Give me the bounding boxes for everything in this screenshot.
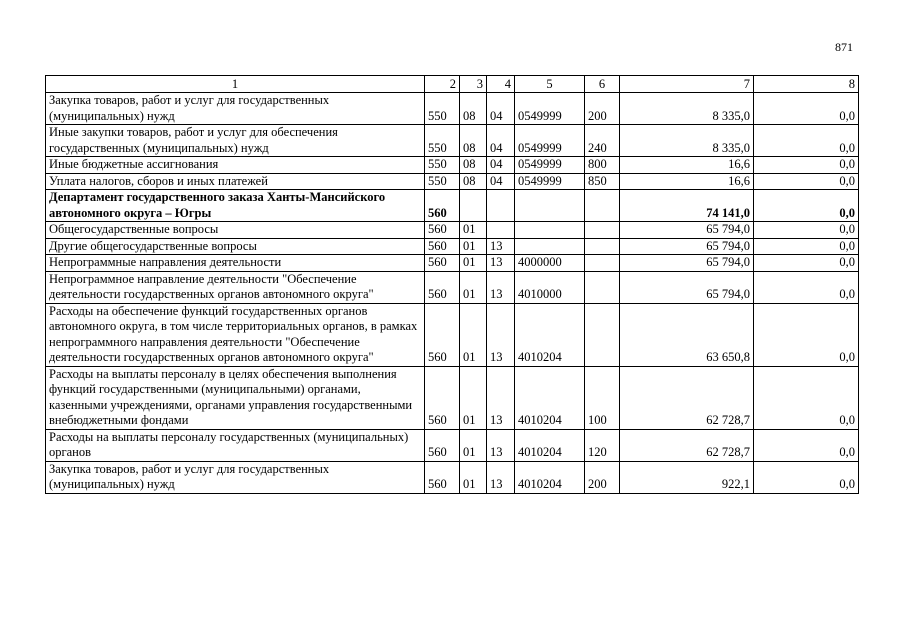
header-cell: 6 [585, 76, 620, 93]
row-target-article-cell: 4010000 [515, 271, 585, 303]
row-subsection-cell: 13 [487, 255, 515, 272]
row-name-cell: Расходы на выплаты персоналу государственных (муниципальных) органов [46, 429, 425, 461]
row-name-cell: Иные бюджетные ассигнования [46, 157, 425, 174]
row-amount-cell: 62 728,7 [620, 429, 754, 461]
row-amount-cell: 65 794,0 [620, 271, 754, 303]
row-expense-type-cell: 850 [585, 173, 620, 190]
header-cell: 5 [515, 76, 585, 93]
row-amount-cell: 16,6 [620, 157, 754, 174]
table-row [46, 93, 859, 125]
table-row [46, 157, 859, 174]
row-target-article-cell: 0549999 [515, 157, 585, 174]
row-expense-type-cell: 800 [585, 157, 620, 174]
row-section-cell: 08 [460, 125, 487, 157]
row-admin-code-cell: 560 [425, 429, 460, 461]
row-subsection-cell: 04 [487, 157, 515, 174]
row-name-cell: Непрограммные направления деятельности [46, 255, 425, 272]
row-amount-cell: 922,1 [620, 461, 754, 493]
row-admin-code-cell: 560 [425, 238, 460, 255]
row-expense-type-cell [585, 303, 620, 366]
row-section-cell [460, 190, 487, 222]
header-cell: 1 [46, 76, 425, 93]
row-amount-cell: 62 728,7 [620, 366, 754, 429]
row-subvention-cell: 0,0 [754, 303, 859, 366]
row-amount-cell: 63 650,8 [620, 303, 754, 366]
row-subsection-cell: 13 [487, 366, 515, 429]
row-section-cell: 01 [460, 271, 487, 303]
row-subsection-cell [487, 222, 515, 239]
row-expense-type-cell: 240 [585, 125, 620, 157]
table-row [46, 461, 859, 493]
table-row [46, 271, 859, 303]
row-name-cell: Общегосударственные вопросы [46, 222, 425, 239]
row-subsection-cell: 04 [487, 173, 515, 190]
row-expense-type-cell [585, 271, 620, 303]
row-subsection-cell: 13 [487, 303, 515, 366]
row-subvention-cell: 0,0 [754, 190, 859, 222]
row-admin-code-cell: 550 [425, 93, 460, 125]
row-admin-code-cell: 550 [425, 157, 460, 174]
row-subvention-cell: 0,0 [754, 93, 859, 125]
row-subvention-cell: 0,0 [754, 429, 859, 461]
row-section-cell: 01 [460, 461, 487, 493]
row-section-cell: 01 [460, 255, 487, 272]
row-target-article-cell: 4010204 [515, 461, 585, 493]
row-expense-type-cell: 120 [585, 429, 620, 461]
row-subsection-cell [487, 190, 515, 222]
row-subsection-cell: 13 [487, 238, 515, 255]
row-name-cell: Закупка товаров, работ и услуг для государственных (муниципальных) нужд [46, 461, 425, 493]
row-admin-code-cell: 550 [425, 125, 460, 157]
row-subvention-cell: 0,0 [754, 461, 859, 493]
row-name-cell: Расходы на выплаты персоналу в целях обеспечения выполнения функций государственными (муниципальными) органами, казенными учреждениями, органами управления государственными внебюджетными фондами [46, 366, 425, 429]
row-subvention-cell: 0,0 [754, 271, 859, 303]
row-name-cell: Уплата налогов, сборов и иных платежей [46, 173, 425, 190]
row-amount-cell: 65 794,0 [620, 255, 754, 272]
row-subvention-cell: 0,0 [754, 238, 859, 255]
row-name-cell: Расходы на обеспечение функций государственных органов автономного округа, в том числе территориальных органов, в рамках непрограммного направления деятельности "Обеспечение деятельности государственных органов автономного округа" [46, 303, 425, 366]
row-amount-cell: 65 794,0 [620, 222, 754, 239]
row-subsection-cell: 13 [487, 271, 515, 303]
row-name-cell: Иные закупки товаров, работ и услуг для обеспечения государственных (муниципальных) нужд [46, 125, 425, 157]
row-amount-cell: 74 141,0 [620, 190, 754, 222]
row-admin-code-cell: 560 [425, 366, 460, 429]
row-name-cell: Непрограммное направление деятельности "Обеспечение деятельности государственных органов автономного округа" [46, 271, 425, 303]
table-row [46, 125, 859, 157]
page-number: 871 [835, 40, 853, 54]
row-name-cell: Департамент государственного заказа Ханты-Мансийского автономного округа – Югры [46, 190, 425, 222]
header-cell: 2 [425, 76, 460, 93]
row-section-cell: 01 [460, 303, 487, 366]
row-target-article-cell [515, 190, 585, 222]
row-subvention-cell: 0,0 [754, 255, 859, 272]
row-target-article-cell [515, 222, 585, 239]
row-target-article-cell: 0549999 [515, 125, 585, 157]
row-section-cell: 01 [460, 238, 487, 255]
row-subvention-cell: 0,0 [754, 366, 859, 429]
row-admin-code-cell: 560 [425, 271, 460, 303]
row-subvention-cell: 0,0 [754, 125, 859, 157]
row-expense-type-cell: 100 [585, 366, 620, 429]
header-cell: 4 [487, 76, 515, 93]
row-subvention-cell: 0,0 [754, 173, 859, 190]
row-amount-cell: 8 335,0 [620, 93, 754, 125]
row-expense-type-cell [585, 255, 620, 272]
row-target-article-cell: 4010204 [515, 303, 585, 366]
row-section-cell: 01 [460, 366, 487, 429]
row-name-cell: Другие общегосударственные вопросы [46, 238, 425, 255]
row-admin-code-cell: 560 [425, 461, 460, 493]
table-row [46, 429, 859, 461]
row-expense-type-cell [585, 222, 620, 239]
row-amount-cell: 16,6 [620, 173, 754, 190]
row-section-cell: 01 [460, 429, 487, 461]
row-target-article-cell: 4010204 [515, 429, 585, 461]
row-admin-code-cell: 560 [425, 255, 460, 272]
header-cell: 3 [460, 76, 487, 93]
row-expense-type-cell [585, 238, 620, 255]
header-cell: 8 [754, 76, 859, 93]
table-row [46, 190, 859, 222]
row-admin-code-cell: 550 [425, 173, 460, 190]
row-subsection-cell: 13 [487, 461, 515, 493]
row-admin-code-cell: 560 [425, 303, 460, 366]
row-section-cell: 08 [460, 173, 487, 190]
header-cell: 7 [620, 76, 754, 93]
row-section-cell: 08 [460, 157, 487, 174]
table-row [46, 303, 859, 366]
row-target-article-cell: 4010204 [515, 366, 585, 429]
table-row [46, 366, 859, 429]
row-subsection-cell: 13 [487, 429, 515, 461]
row-name-cell: Закупка товаров, работ и услуг для государственных (муниципальных) нужд [46, 93, 425, 125]
row-amount-cell: 8 335,0 [620, 125, 754, 157]
table-row [46, 255, 859, 272]
row-subvention-cell: 0,0 [754, 222, 859, 239]
row-target-article-cell: 0549999 [515, 93, 585, 125]
row-target-article-cell: 4000000 [515, 255, 585, 272]
table-row [46, 222, 859, 239]
table-row [46, 173, 859, 190]
row-amount-cell: 65 794,0 [620, 238, 754, 255]
row-expense-type-cell: 200 [585, 461, 620, 493]
row-admin-code-cell: 560 [425, 190, 460, 222]
row-target-article-cell [515, 238, 585, 255]
row-subsection-cell: 04 [487, 93, 515, 125]
row-expense-type-cell [585, 190, 620, 222]
row-target-article-cell: 0549999 [515, 173, 585, 190]
row-subvention-cell: 0,0 [754, 157, 859, 174]
row-section-cell: 08 [460, 93, 487, 125]
row-section-cell: 01 [460, 222, 487, 239]
row-admin-code-cell: 560 [425, 222, 460, 239]
row-subsection-cell: 04 [487, 125, 515, 157]
table-header-row [46, 76, 859, 93]
row-expense-type-cell: 200 [585, 93, 620, 125]
budget-table [45, 75, 859, 494]
table-row [46, 238, 859, 255]
